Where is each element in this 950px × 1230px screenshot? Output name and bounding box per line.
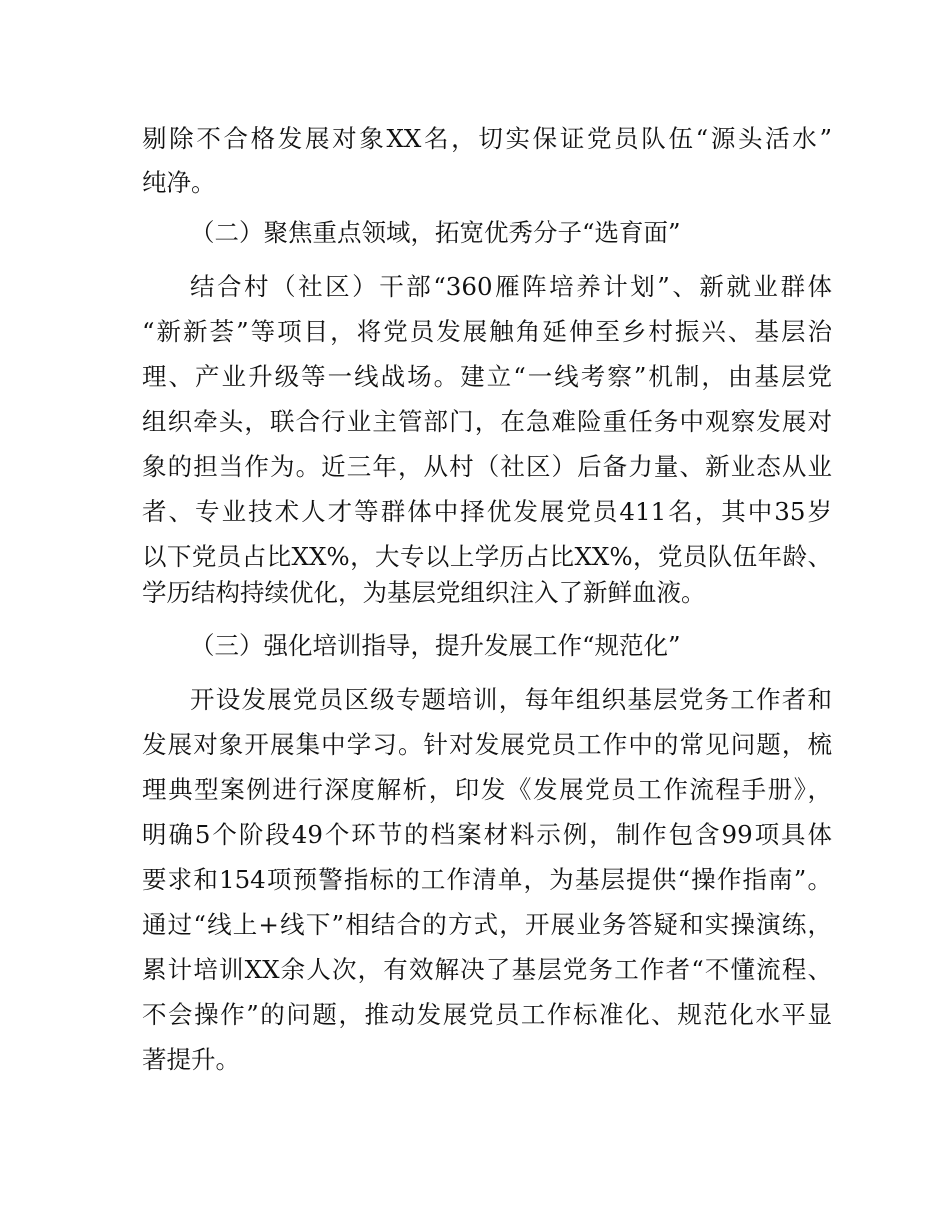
paragraph-3-line-4: 明确5个阶段49个环节的档案材料示例，制作包含99项具体: [142, 820, 832, 849]
paragraph-3-line-1: 开设发展党员区级专题培训，每年组织基层党务工作者和: [190, 685, 832, 714]
paragraph-2-line-2: “新新荟”等项目，将党员发展触角延伸至乡村振兴、基层治: [142, 317, 832, 346]
paragraph-3-line-7: 累计培训XX余人次，有效解决了基层党务工作者“不懂流程、: [142, 955, 832, 984]
paragraph-3-line-3: 理典型案例进行深度解析，印发《发展党员工作流程手册》，: [142, 775, 832, 804]
paragraph-3-line-5: 要求和154项预警指标的工作清单，为基层提供“操作指南”。: [142, 865, 832, 894]
paragraph-3-line-8: 不会操作”的问题，推动发展党员工作标准化、规范化水平显: [142, 1000, 832, 1029]
paragraph-2-line-7: 以下党员占比XX%，大专以上学历占比XX%，党员队伍年龄、: [142, 542, 832, 571]
paragraph-1-line-1: 剔除不合格发展对象XX名，切实保证党员队伍“源头活水”: [142, 124, 832, 153]
paragraph-3-line-9: 著提升。: [142, 1045, 240, 1074]
paragraph-1-line-2: 纯净。: [142, 168, 216, 197]
section-heading-3: （三）强化培训指导，提升发展工作“规范化”: [190, 631, 681, 660]
paragraph-2-line-4: 组织牵头，联合行业主管部门，在急难险重任务中观察发展对: [142, 407, 832, 436]
paragraph-2-line-8: 学历结构持续优化，为基层党组织注入了新鲜血液。: [142, 578, 706, 607]
paragraph-2-line-5: 象的担当作为。近三年，从村（社区）后备力量、新业态从业: [142, 452, 832, 481]
paragraph-2-line-6: 者、专业技术人才等群体中择优发展党员411名，其中35岁: [142, 497, 832, 526]
paragraph-3-line-2: 发展对象开展集中学习。针对发展党员工作中的常见问题，梳: [142, 730, 832, 759]
paragraph-2-line-3: 理、产业升级等一线战场。建立“一线考察”机制，由基层党: [142, 362, 832, 391]
section-heading-2: （二）聚焦重点领域，拓宽优秀分子“选育面”: [190, 218, 681, 247]
paragraph-2-line-1: 结合村（社区）干部“360雁阵培养计划”、新就业群体: [190, 272, 832, 301]
paragraph-3-line-6: 通过“线上+线下”相结合的方式，开展业务答疑和实操演练，: [142, 910, 832, 939]
